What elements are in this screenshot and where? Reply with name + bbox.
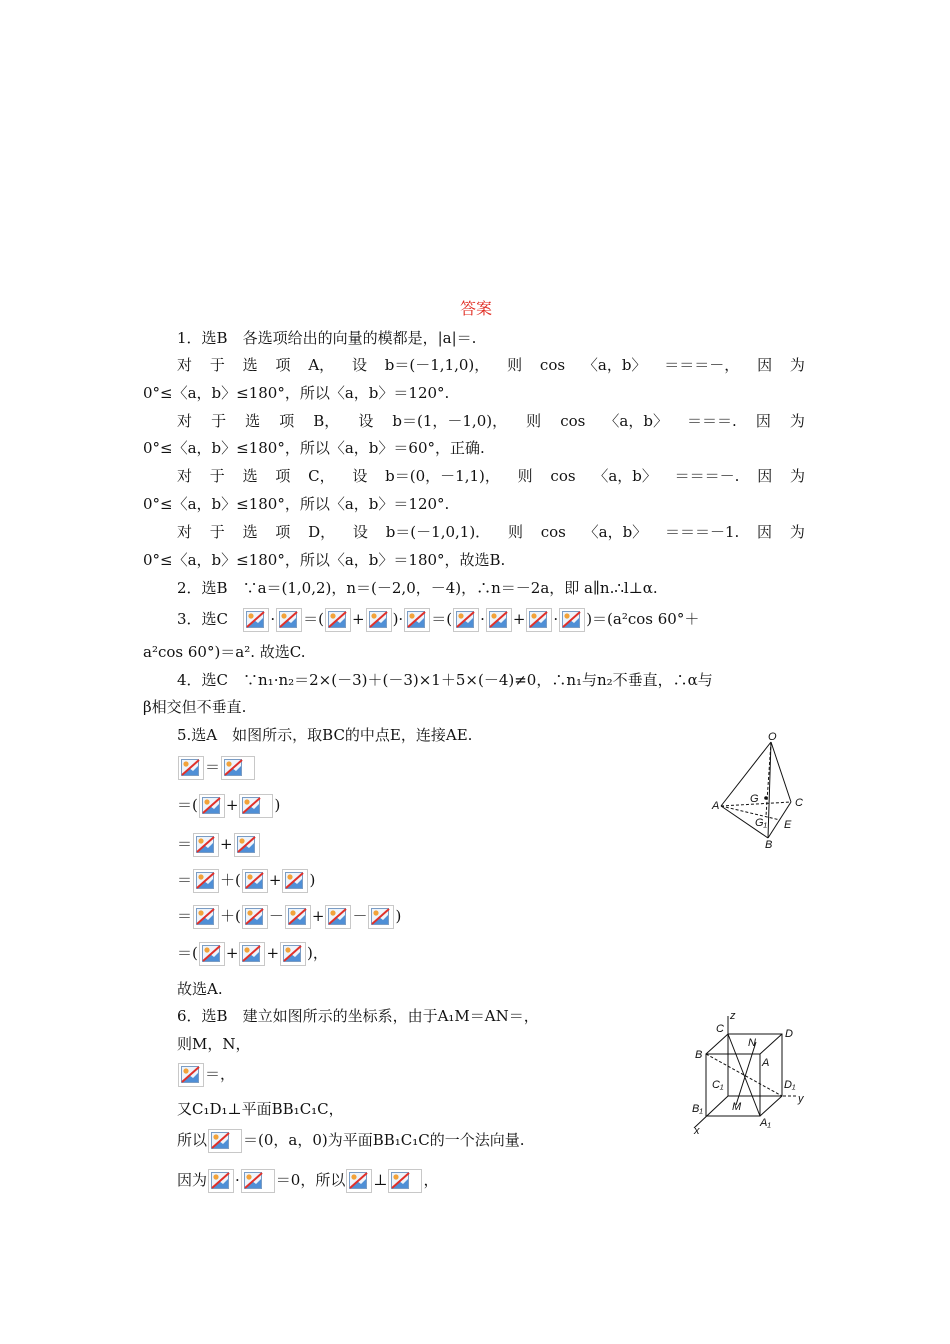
formula-image-icon [453,608,479,632]
formula-image-icon [325,905,351,929]
broken-image-icon [242,797,262,815]
formula-image-icon [276,608,302,632]
broken-image-icon [529,611,549,629]
formula-image-icon [208,1129,242,1153]
fig2-label: B [695,1049,703,1061]
formula-image-icon [178,756,204,780]
fig2-label: M [732,1101,742,1113]
fig2-label: B₁ [692,1103,703,1115]
broken-image-icon [562,611,582,629]
formula-image-icon [526,608,552,632]
q5-eq-row-1: ＝ [177,754,256,780]
formula-image-icon [208,1169,234,1193]
q1-option-c-line: 对 于 选 项 C， 设 b＝(0，－1,1)， 则 cos 〈a，b〉 ＝＝＝－. 因 为 [177,467,805,485]
formula-image-icon [239,942,265,966]
q5-eq-row-4: ＝ ＋( + ) [177,867,315,893]
q1-option-a-line: 对 于 选 项 A， 设 b＝(－1,1,0)， 则 cos 〈a，b〉 ＝＝＝－， 因 为 [177,356,805,374]
formula-image-icon [242,869,268,893]
formula-image-icon [178,1063,204,1087]
cube-coordinate-figure [686,1010,816,1135]
fig2-label: N [748,1037,756,1049]
fig1-label: G₁ [755,817,768,829]
fig2-label: D [785,1028,793,1040]
broken-image-icon [202,797,222,815]
formula-image-icon [486,608,512,632]
broken-image-icon [456,611,476,629]
formula-image-icon [234,833,260,857]
broken-image-icon [245,908,265,926]
formula-image-icon [404,608,430,632]
tetrahedron-figure [708,730,818,850]
formula-image-icon [280,942,306,966]
broken-image-icon [244,1172,264,1190]
fig1-label: C [795,797,803,809]
q1-option-d-line: 对 于 选 项 D， 设 b＝(－1,0,1)． 则 cos 〈a，b〉 ＝＝＝－1. 因 为 [177,523,805,541]
formula-image-icon [193,869,219,893]
formula-image-icon [199,794,225,818]
fig1-label: G [750,793,759,805]
broken-image-icon [407,611,427,629]
broken-image-icon [181,1066,201,1084]
broken-image-icon [181,759,201,777]
broken-image-icon [391,1172,411,1190]
broken-image-icon [328,611,348,629]
q1-option-b-result: 0°≤〈a，b〉≤180°，所以〈a，b〉＝60°，正确. [143,439,485,457]
broken-image-icon [196,872,216,890]
broken-image-icon [349,1172,369,1190]
formula-image-icon [325,608,351,632]
formula-image-icon [366,608,392,632]
formula-image-icon [559,608,585,632]
fig2-label: A₁ [760,1117,771,1129]
broken-image-icon [369,611,389,629]
q5-eq-row-5: ＝ ＋( － + － ) [177,903,401,929]
q1-line-1: 1．选B 各选项给出的向量的模都是，|a|＝. [177,329,477,347]
q6-line-5: 所以 ＝(0，a，0)为平面BB₁C₁C的一个法向量. [177,1127,525,1153]
broken-image-icon [224,759,244,777]
fig1-label: O [768,731,777,743]
q1-option-a-result: 0°≤〈a，b〉≤180°，所以〈a，b〉＝120°. [143,384,450,402]
q1-option-c-result: 0°≤〈a，b〉≤180°，所以〈a，b〉＝120°. [143,495,450,513]
broken-image-icon [211,1132,231,1150]
q5-eq-row-3: ＝ + [177,831,261,857]
q3-line-2: a²cos 60°)＝a². 故选C. [143,643,306,661]
broken-image-icon [211,1172,231,1190]
formula-image-icon [241,1169,275,1193]
broken-image-icon [246,611,266,629]
fig2-label: y [798,1093,804,1105]
formula-image-icon [285,905,311,929]
fig1-label: A [712,800,720,812]
fig2-label: x [694,1125,700,1135]
fig2-label: C₁ [712,1079,724,1091]
broken-image-icon [279,611,299,629]
q1-option-b-line: 对 于 选 项 B， 设 b＝(1，－1,0)， 则 cos 〈a，b〉 ＝＝＝. 因 为 [177,412,805,430]
q5-eq-row-2: ＝( + ) [177,792,280,818]
formula-image-icon [193,833,219,857]
q2-line: 2．选B ∵a＝(1,0,2)，n＝(－2,0，－4)，∴n＝－2a，即 a∥n.∴l⊥α. [177,579,658,597]
q6-line-3: ＝， [177,1061,235,1087]
answer-title: 答案 [460,299,493,318]
formula-image-icon [368,905,394,929]
q5-end: 故选A. [177,980,223,998]
fig2-label: D₁ [784,1079,796,1091]
q4-line-2: β相交但不垂直. [143,698,247,716]
broken-image-icon [196,908,216,926]
broken-image-icon [242,945,262,963]
broken-image-icon [489,611,509,629]
broken-image-icon [196,836,216,854]
broken-image-icon [288,908,308,926]
fig1-label: E [784,819,792,831]
broken-image-icon [237,836,257,854]
fig2-label: C [716,1023,724,1035]
formula-image-icon [243,608,269,632]
broken-image-icon [371,908,391,926]
broken-image-icon [285,872,305,890]
formula-image-icon [282,869,308,893]
formula-image-icon [239,794,273,818]
formula-image-icon [221,756,255,780]
broken-image-icon [283,945,303,963]
q5-line-1: 5.选A 如图所示，取BC的中点E，连接AE. [177,726,473,744]
q1-option-d-result: 0°≤〈a，b〉≤180°，所以〈a，b〉＝180°，故选B. [143,551,506,569]
q6-line-2: 则M，N， [177,1035,251,1053]
formula-image-icon [242,905,268,929]
fig2-label: z [730,1010,736,1022]
broken-image-icon [328,908,348,926]
q6-line-6: 因为 · ＝0，所以 ⊥ ， [177,1167,438,1193]
q4-line-1: 4．选C ∵n₁·n₂＝2×(－3)＋(－3)×1＋5×(－4)≠0，∴n₁与n₂不垂直，∴α与 [177,671,713,689]
broken-image-icon [245,872,265,890]
fig2-label: A [762,1057,770,1069]
q6-line-4: 又C₁D₁⊥平面BB₁C₁C， [177,1100,344,1118]
q5-eq-row-6: ＝( + + )， [177,940,328,966]
formula-image-icon [388,1169,422,1193]
q6-line-1: 6．选B 建立如图所示的坐标系，由于A₁M＝AN＝， [177,1007,539,1025]
formula-image-icon [346,1169,372,1193]
broken-image-icon [202,945,222,963]
formula-image-icon [199,942,225,966]
q3-line-1: 3．选C · ＝( + )· ＝( · + · )＝(a²cos 60°＋ [177,606,699,632]
formula-image-icon [193,905,219,929]
fig1-label: B [765,839,773,850]
